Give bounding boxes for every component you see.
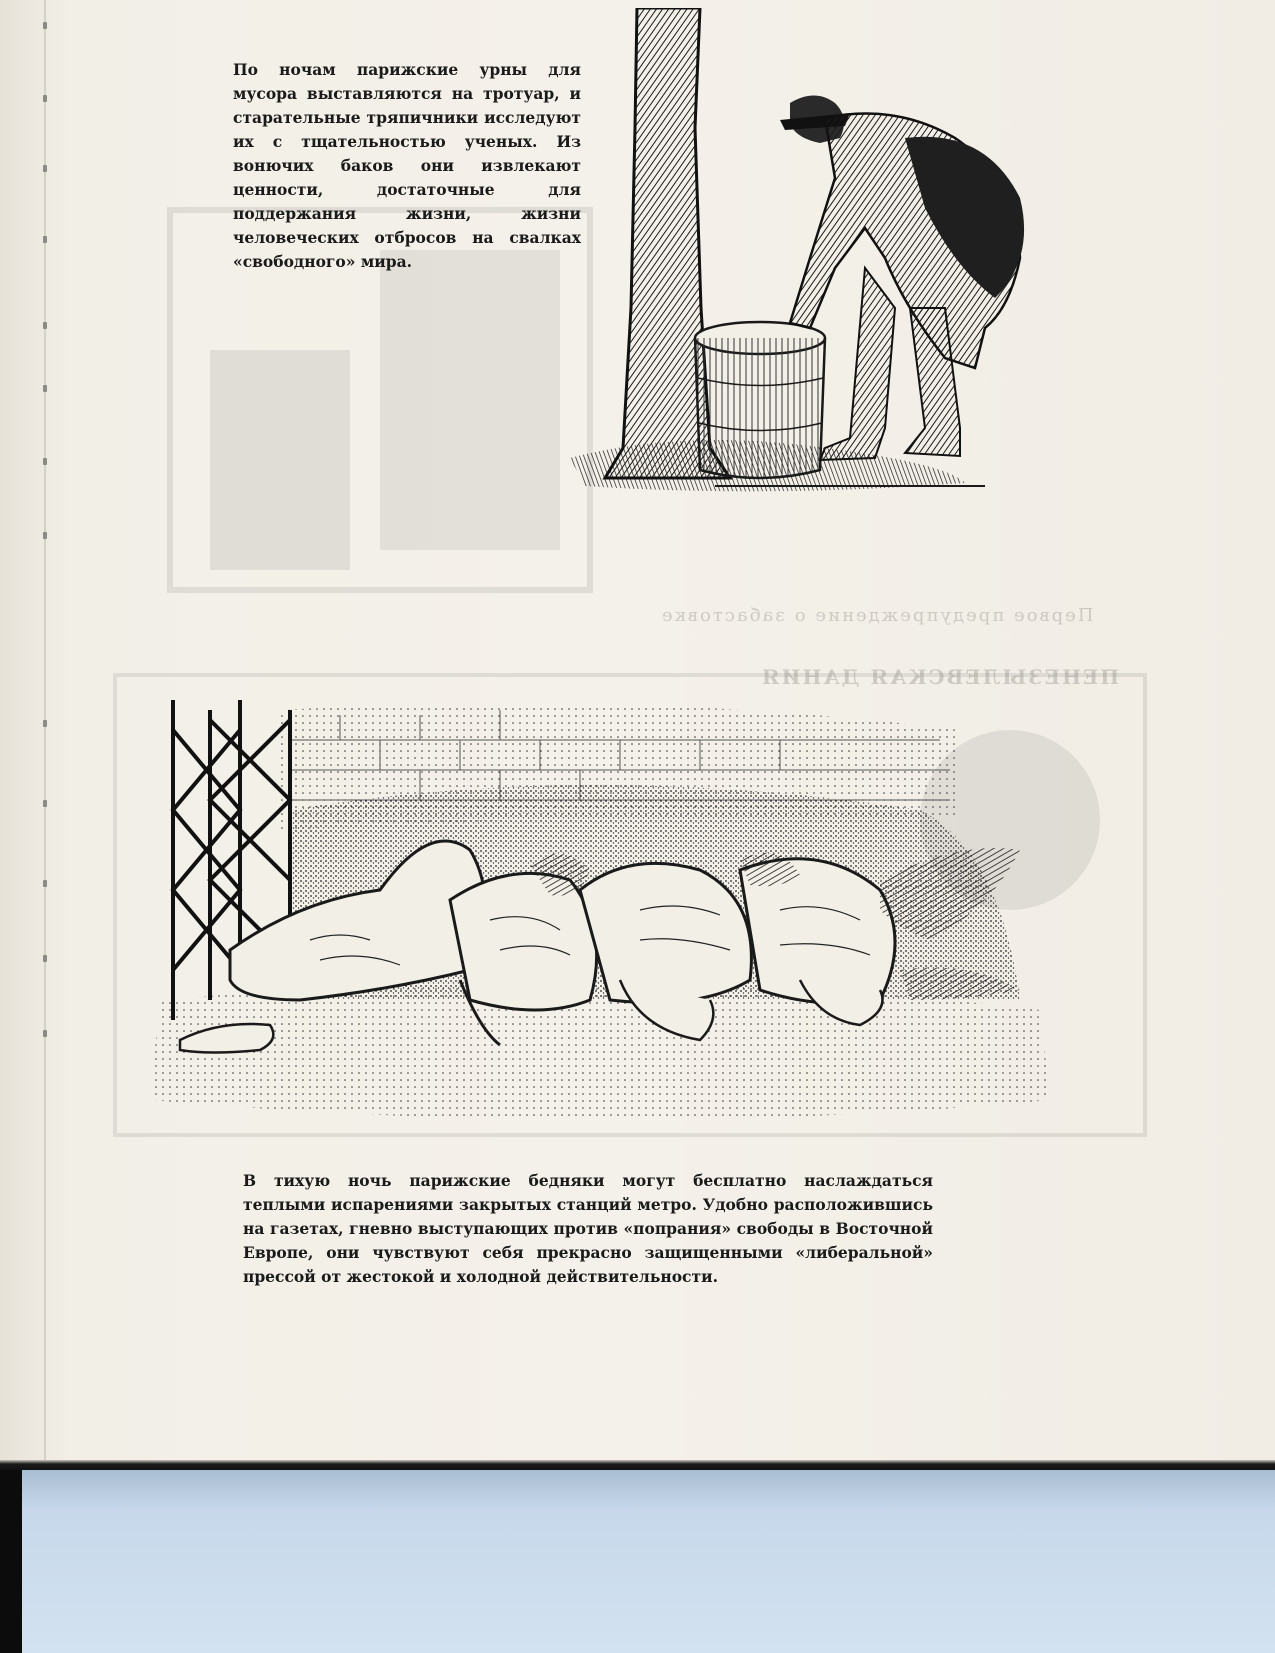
ragpicker-illustration bbox=[565, 8, 1075, 508]
binding-stitch bbox=[43, 385, 47, 392]
scanner-shadow bbox=[0, 1470, 22, 1653]
page-bottom-edge bbox=[0, 1460, 1275, 1470]
binding-stitch bbox=[43, 236, 47, 243]
show-through-heading: ПЕНЕЗЫЛЕВСКАЯ ДАНИЯ bbox=[760, 665, 1120, 689]
binding-stitch bbox=[43, 532, 47, 539]
scanner-backdrop bbox=[0, 1470, 1275, 1653]
show-through-subtitle: Первое предупреждение о забастовке bbox=[660, 605, 1094, 626]
binding-stitch bbox=[43, 95, 47, 102]
sleepers-illustration bbox=[140, 700, 1100, 1130]
binding-stitch bbox=[43, 165, 47, 172]
binding-stitch bbox=[43, 1030, 47, 1037]
binding-stitch bbox=[43, 22, 47, 29]
binding-stitch bbox=[43, 955, 47, 962]
binding-stitch bbox=[43, 322, 47, 329]
binding-stitch bbox=[43, 720, 47, 727]
caption-ragpickers: По ночам парижские урны для мусора выставляются на тротуар, и старательные тряпичники исследуют их с тщательностью ученых. Из вонючих баков они извлекают ценности, достаточные для поддержания жизни, жизни человеческих отбросов на свалках «свободного» мира. bbox=[233, 60, 581, 271]
binding-stitch bbox=[43, 880, 47, 887]
binding-stitch bbox=[43, 800, 47, 807]
binding-spine bbox=[44, 0, 46, 1470]
caption-metro-sleepers: В тихую ночь парижские бедняки могут бесплатно наслаждаться теплыми испарениями закрытых станций метро. Удобно расположившись на газетах, гневно выступающих против «попрания» свободы в Восточной Европе, они чувствуют себя прекрасно защищенными «либеральной» прессой от жестокой и холодной действительности. bbox=[243, 1171, 933, 1286]
binding-stitch bbox=[43, 458, 47, 465]
